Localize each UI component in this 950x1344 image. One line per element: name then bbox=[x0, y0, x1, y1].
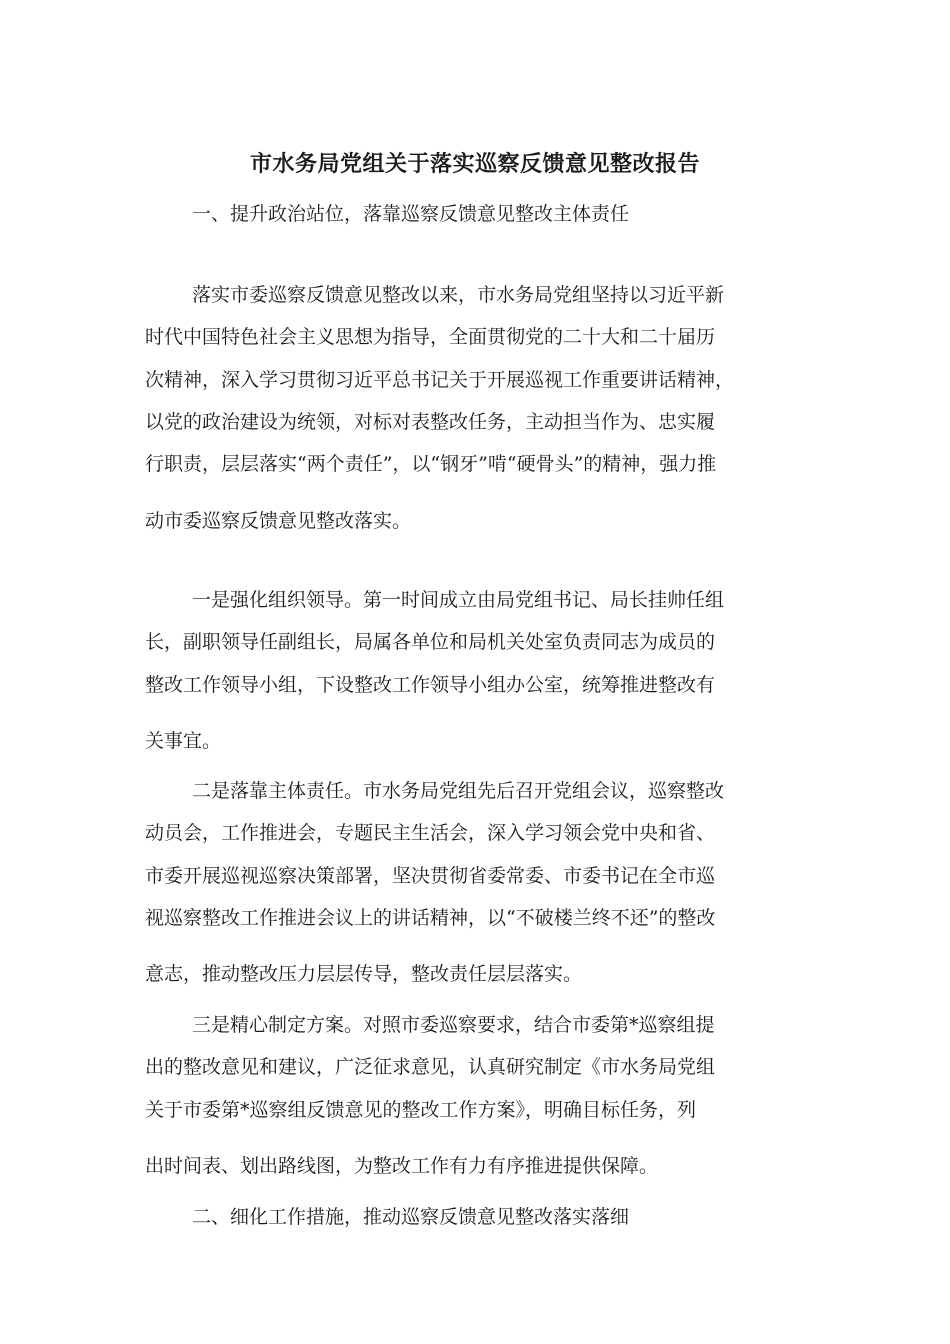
paragraph-line: 一是强化组织领导。第一时间成立由局党组书记、局长挂帅任组 bbox=[192, 589, 725, 611]
paragraph-line: 出时间表、划出路线图，为整改工作有力有序推进提供保障。 bbox=[145, 1155, 659, 1177]
section-heading-2: 二、细化工作措施，推动巡察反馈意见整改落实落细 bbox=[192, 1206, 630, 1228]
paragraph-line: 关于市委第*巡察组反馈意见的整改工作方案》，明确目标任务，列 bbox=[145, 1099, 697, 1121]
paragraph-line: 动员会，工作推进会，专题民主生活会，深入学习领会党中央和省、 bbox=[145, 822, 716, 844]
paragraph-line: 二是落靠主体责任。市水务局党组先后召开党组会议，巡察整改 bbox=[192, 780, 725, 802]
paragraph-line: 动市委巡察反馈意见整改落实。 bbox=[145, 510, 412, 532]
paragraph-line: 次精神，深入学习贯彻习近平总书记关于开展巡视工作重要讲话精神， bbox=[145, 369, 735, 391]
paragraph-line: 关事宜。 bbox=[145, 730, 222, 752]
paragraph-line: 出的整改意见和建议，广泛征求意见，认真研究制定《市水务局党组 bbox=[145, 1056, 716, 1078]
paragraph-line: 市委开展巡视巡察决策部署，坚决贯彻省委常委、市委书记在全市巡 bbox=[145, 865, 716, 887]
paragraph-line: 视巡察整改工作推进会议上的讲话精神，以“不破楼兰终不还”的整改 bbox=[145, 907, 716, 929]
paragraph-line: 三是精心制定方案。对照市委巡察要求，结合市委第*巡察组提 bbox=[192, 1014, 715, 1036]
document-title: 市水务局党组关于落实巡察反馈意见整改报告 bbox=[249, 151, 700, 177]
paragraph-line: 意志，推动整改压力层层传导，整改责任层层落实。 bbox=[145, 963, 583, 985]
section-heading-1: 一、提升政治站位，落靠巡察反馈意见整改主体责任 bbox=[192, 203, 630, 225]
paragraph-line: 长，副职领导任副组长，局属各单位和局机关处室负责同志为成员的 bbox=[145, 631, 716, 653]
paragraph-line: 落实市委巡察反馈意见整改以来，市水务局党组坚持以习近平新 bbox=[192, 284, 725, 306]
paragraph-line: 时代中国特色社会主义思想为指导，全面贯彻党的二十大和二十届历 bbox=[145, 326, 716, 348]
paragraph-line: 整改工作领导小组，下设整改工作领导小组办公室，统筹推进整改有 bbox=[145, 674, 716, 696]
paragraph-line: 以党的政治建设为统领，对标对表整改任务，主动担当作为、忠实履 bbox=[145, 411, 716, 433]
paragraph-line: 行职责，层层落实“两个责任”，以“钢牙”啃“硬骨头”的精神，强力推 bbox=[145, 453, 717, 475]
